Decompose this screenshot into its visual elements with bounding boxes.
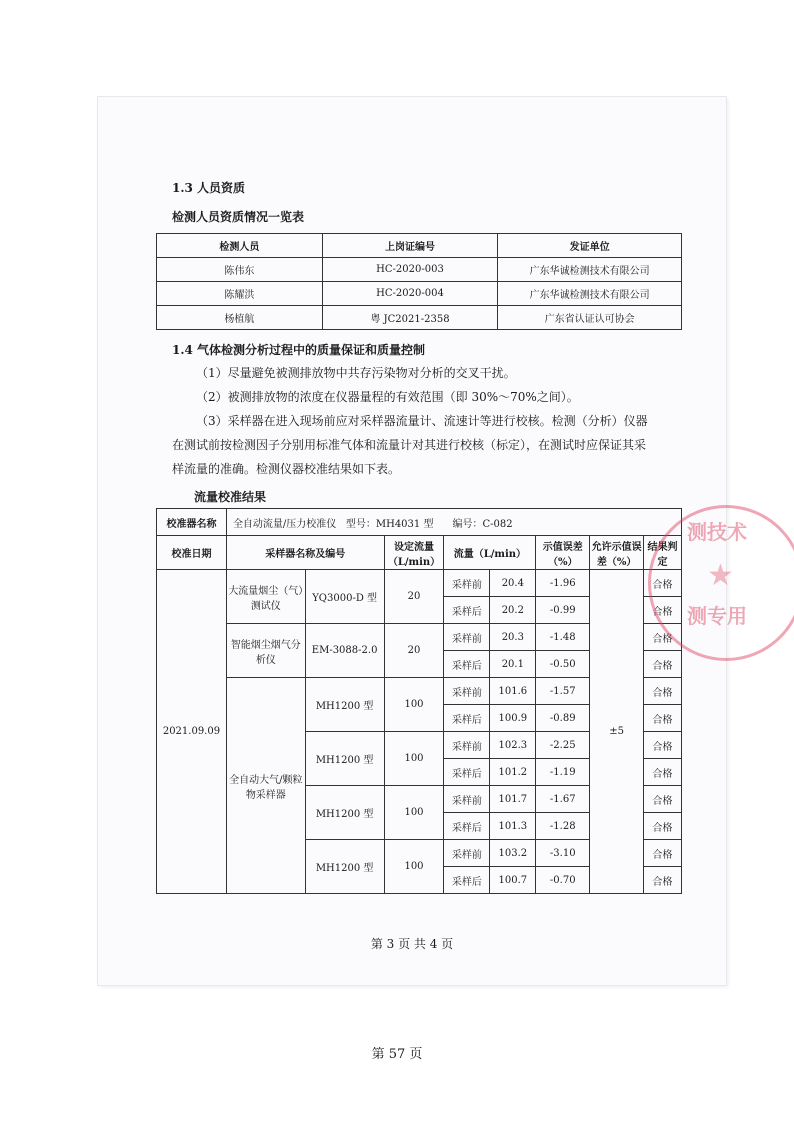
calibration-title: 流量校准结果 (194, 490, 267, 504)
allowed-error: ±5 (590, 570, 644, 894)
result: 合格 (644, 867, 682, 894)
stage: 采样前 (444, 570, 490, 597)
flow: 101.2 (490, 759, 536, 786)
staff-header-person: 检测人员 (157, 234, 323, 258)
sampler-model: MH1200 型 (305, 786, 384, 840)
stage: 采样前 (444, 786, 490, 813)
result: 合格 (644, 678, 682, 705)
table-row (157, 282, 682, 306)
paragraph-3-line-2: 在测试前按检测因子分别用标准气体和流量计对其进行校核（标定），在测试时应保证其采 (172, 438, 647, 452)
error: -0.50 (536, 651, 590, 678)
stage: 采样后 (444, 759, 490, 786)
calibrator-model: 型号：MH4031 型 (345, 518, 434, 530)
flow: 100.9 (490, 705, 536, 732)
stage: 采样后 (444, 651, 490, 678)
stage: 采样后 (444, 597, 490, 624)
set-flow: 20 (384, 624, 444, 678)
result: 合格 (644, 570, 682, 597)
stage: 采样前 (444, 732, 490, 759)
set-flow: 100 (384, 732, 444, 786)
paragraph-2: （2）被测排放物的浓度在仪器量程的有效范围（即 30%～70%之间）。 (196, 390, 579, 404)
result: 合格 (644, 840, 682, 867)
header-date: 校准日期 (157, 536, 227, 570)
sampler-name: 全自动大气/颗粒物采样器 (226, 678, 305, 894)
calibration-date: 2021.09.09 (157, 570, 227, 894)
section-1-3-heading: 1.3 人员资质 (172, 181, 246, 195)
stage: 采样前 (444, 840, 490, 867)
header-result: 结果判定 (644, 536, 682, 570)
scanned-page (98, 97, 726, 985)
flow: 101.3 (490, 813, 536, 840)
header-sampler: 采样器名称及编号 (226, 536, 384, 570)
error: -1.67 (536, 786, 590, 813)
sampler-name: 大流量烟尘（气）测试仪 (226, 570, 305, 624)
flow: 20.2 (490, 597, 536, 624)
staff-table (156, 233, 682, 330)
staff-name: 陈伟东 (157, 258, 323, 282)
header-allowed: 允许示值误差（%） (590, 536, 644, 570)
staff-cert: 粤 JC2021-2358 (322, 306, 498, 330)
set-flow: 100 (384, 840, 444, 894)
paragraph-3-line-1: （3）采样器在进入现场前应对采样器流量计、流速计等进行校核。检测（分析）仪器 (196, 414, 648, 428)
error: -2.25 (536, 732, 590, 759)
inner-page-number: 第 3 页 共 4 页 (370, 937, 454, 951)
stage: 采样后 (444, 867, 490, 894)
error: -1.28 (536, 813, 590, 840)
error: -0.99 (536, 597, 590, 624)
staff-header-issuer: 发证单位 (498, 234, 682, 258)
table-row (157, 306, 682, 330)
flow: 101.6 (490, 678, 536, 705)
calibration-table (156, 508, 682, 894)
sampler-model: MH1200 型 (305, 840, 384, 894)
stage: 采样后 (444, 705, 490, 732)
error: -1.57 (536, 678, 590, 705)
stamp-text-bottom: 测专用 (687, 604, 747, 628)
star-icon: ★ (707, 558, 734, 593)
staff-cert: HC-2020-003 (322, 258, 498, 282)
result: 合格 (644, 786, 682, 813)
sampler-model: YQ3000-D 型 (305, 570, 384, 624)
staff-cert: HC-2020-004 (322, 282, 498, 306)
calibrator-number: 编号：C-082 (452, 518, 513, 530)
error: -0.70 (536, 867, 590, 894)
result: 合格 (644, 759, 682, 786)
set-flow: 20 (384, 570, 444, 624)
staff-issuer: 广东华诚检测技术有限公司 (498, 258, 682, 282)
sampler-model: EM-3088-2.0 (305, 624, 384, 678)
set-flow: 100 (384, 678, 444, 732)
result: 合格 (644, 624, 682, 651)
result: 合格 (644, 705, 682, 732)
staff-table-title: 检测人员资质情况一览表 (172, 210, 305, 224)
calibrator-row (157, 509, 682, 536)
result: 合格 (644, 813, 682, 840)
section-1-4-heading: 1.4 气体检测分析过程中的质量保证和质量控制 (172, 343, 426, 357)
table-row (157, 258, 682, 282)
stage: 采样后 (444, 813, 490, 840)
paragraph-3-line-3: 样流量的准确。检测仪器校准结果如下表。 (172, 462, 401, 476)
stage: 采样前 (444, 624, 490, 651)
set-flow: 100 (384, 786, 444, 840)
flow: 20.4 (490, 570, 536, 597)
staff-header-cert: 上岗证编号 (322, 234, 498, 258)
flow: 101.7 (490, 786, 536, 813)
error: -3.10 (536, 840, 590, 867)
sampler-model: MH1200 型 (305, 678, 384, 732)
outer-page-number: 第 57 页 (371, 1047, 423, 1062)
paragraph-1: （1）尽量避免被测排放物中共存污染物对分析的交叉干扰。 (196, 366, 516, 380)
error: -1.96 (536, 570, 590, 597)
header-set-flow: 设定流量（L/min） (384, 536, 444, 570)
stage: 采样前 (444, 678, 490, 705)
staff-name: 陈耀洪 (157, 282, 323, 306)
header-flow: 流量（L/min） (444, 536, 536, 570)
flow: 102.3 (490, 732, 536, 759)
staff-name: 杨植航 (157, 306, 323, 330)
staff-issuer: 广东省认证认可协会 (498, 306, 682, 330)
red-seal-stamp (648, 505, 794, 661)
staff-table-header-row (157, 234, 682, 258)
flow: 20.3 (490, 624, 536, 651)
result: 合格 (644, 597, 682, 624)
sampler-name: 智能烟尘烟气分析仪 (226, 624, 305, 678)
flow: 103.2 (490, 840, 536, 867)
staff-issuer: 广东华诚检测技术有限公司 (498, 282, 682, 306)
result: 合格 (644, 732, 682, 759)
stamp-text-top: 测技术 (687, 520, 747, 544)
calibrator-name: 全自动流量/压力校准仪 (232, 518, 337, 530)
calibrator-label: 校准器名称 (157, 509, 227, 536)
error: -0.89 (536, 705, 590, 732)
error: -1.48 (536, 624, 590, 651)
result: 合格 (644, 651, 682, 678)
header-error: 示值误差（%） (536, 536, 590, 570)
error: -1.19 (536, 759, 590, 786)
calibrator-info (226, 509, 681, 536)
table-row (157, 570, 682, 597)
flow: 100.7 (490, 867, 536, 894)
flow: 20.1 (490, 651, 536, 678)
sampler-model: MH1200 型 (305, 732, 384, 786)
calibration-header-row (157, 536, 682, 570)
